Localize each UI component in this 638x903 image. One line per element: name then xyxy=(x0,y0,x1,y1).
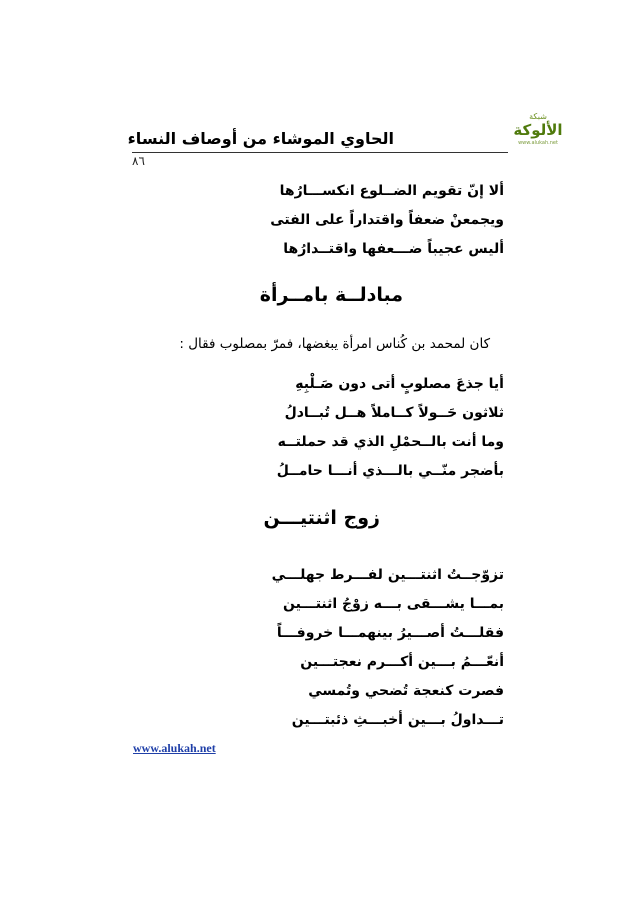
poem-1 xyxy=(270,177,504,264)
page-header xyxy=(127,112,564,168)
verse-line: ويجمعنْ ضعفاً واقتداراً على الفتى xyxy=(270,212,504,228)
verse-line: تزوّجــتُ اثنتـــين لفـــرط جهلـــي xyxy=(271,567,504,583)
verse-line: ألا إنّ تقويم الضــلوع انكســـارُها xyxy=(279,183,504,199)
verse-line: تـــداولُ بـــين أخبـــثِ ذئبتـــين xyxy=(291,712,504,728)
poem-3 xyxy=(271,561,504,735)
book-title: الحاوي الموشاء من أوصاف النساء xyxy=(127,129,394,148)
verse-line: بأضجر منّــي بالـــذي أنـــا حامــلُ xyxy=(276,463,504,479)
verse-line: فقلـــتُ أصـــيرُ بينهمـــا خروفـــاً xyxy=(276,625,504,641)
verse-line: وما أنت بالــحمْلِ الذي قد حملتــه xyxy=(277,434,504,450)
logo-url-text: www.alukah.net xyxy=(518,140,558,146)
verse-line: أنعّـــمُ بـــين أكـــرم نعجتـــين xyxy=(300,654,504,670)
verse-line: بمـــا يشـــقى بـــه زوْجُ اثنتـــين xyxy=(283,596,504,612)
section-title-1: مبادلــة بامــرأة xyxy=(259,284,403,306)
website-link[interactable]: www.alukah.net xyxy=(133,741,216,755)
header-divider xyxy=(132,152,508,153)
verse-line: ثلاثون حَــولاً كــاملاً هــل تُبــادلُ xyxy=(284,405,504,421)
verse-line: أليس عجيباً ضـــعفها واقتــدارُها xyxy=(283,241,504,257)
verse-line: أيا جذعَ مصلوبٍ أتى دون صَـلْبِهِ xyxy=(295,376,504,392)
logo-top-text: شبكة xyxy=(529,112,547,121)
alukah-logo xyxy=(512,112,564,158)
section-1-intro: كان لمحمد بن كُناس امرأة يبغضها، فمرّ بمصلوب فقال : xyxy=(179,336,490,352)
poem-2 xyxy=(276,370,504,486)
logo-main-text: الألوكة xyxy=(513,121,563,139)
verse-line: فصرت كنعجة تُضحي وتُمسي xyxy=(308,683,504,699)
page-number: ٨٦ xyxy=(132,154,145,168)
section-title-2: زوج اثنتيـــن xyxy=(263,507,380,529)
